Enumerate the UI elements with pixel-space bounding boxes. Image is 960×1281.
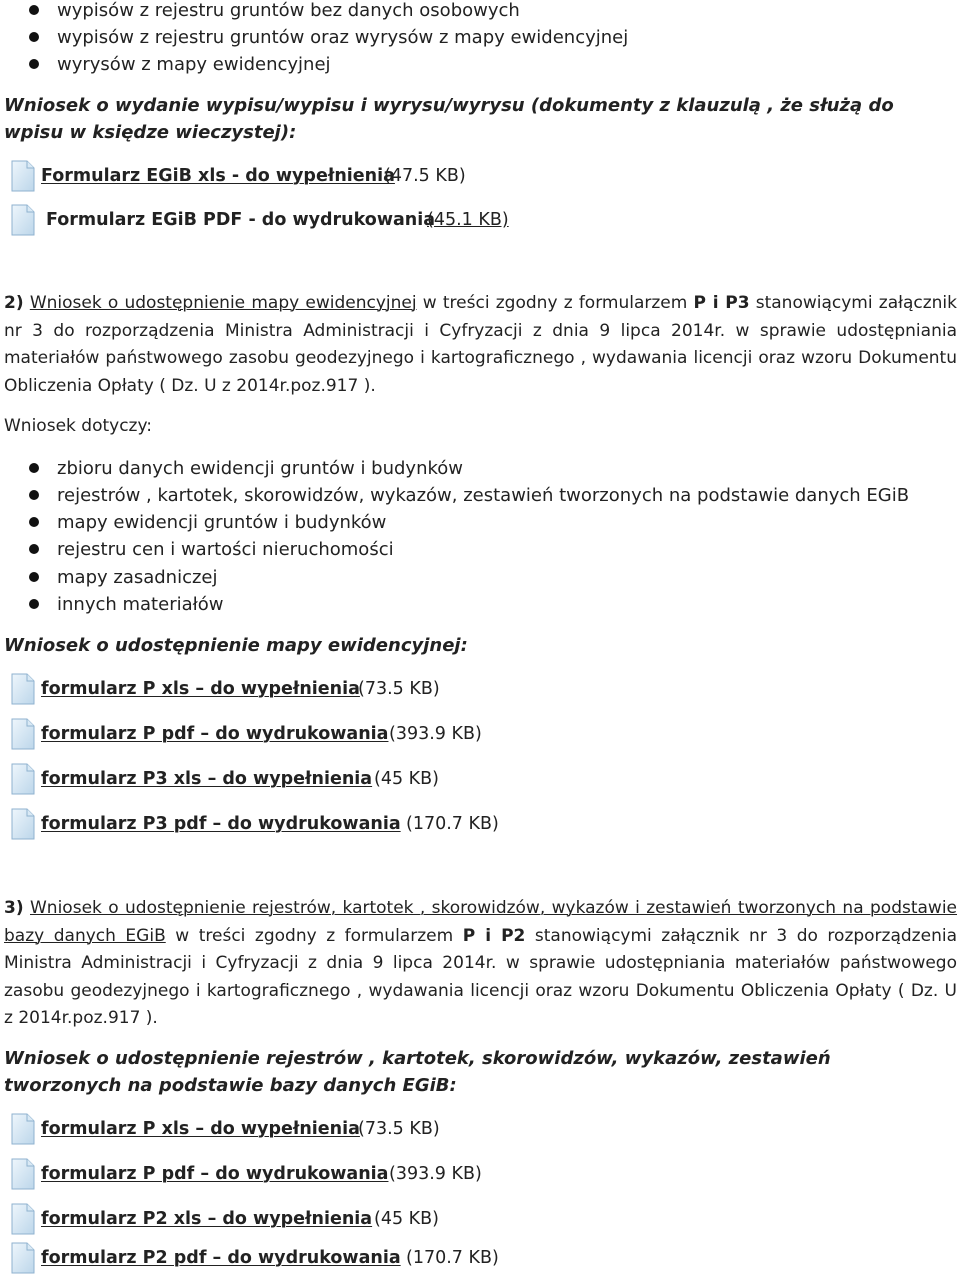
section-paragraph: 3) Wniosek o udostępnienie rejestrów, kartotek , skorowidzów, wykazów i zestawień tworzonych na podstawie bazy danych EGiB w treści zgodny z formularzem P i P2 stanowiącymi załącznik nr 3 do rozporządzenia Ministra Administracji i Cyfryzacji z dnia 9 lipca 2014r. w sprawie udostępniania materiałów państwowego zasobu geodezyjnego i kartograficznego , wydawania licencji oraz wzoru Dokumentu Obliczenia Opłaty ( Dz. U z 2014r.poz.917 ). <box>4 898 958 1028</box>
file-link[interactable]: Formularz EGiB PDF - do wydrukowania <box>46 210 436 230</box>
bullet-icon <box>29 490 39 500</box>
file-size: (45 KB) <box>374 1209 439 1229</box>
file-size: (45.1 KB) <box>427 210 509 230</box>
bullet-icon <box>29 32 39 42</box>
bullet-icon <box>29 517 39 527</box>
file-link[interactable]: formularz P xls – do wypełnienia <box>41 679 360 699</box>
bullet-icon <box>29 599 39 609</box>
document-icon <box>10 808 36 840</box>
request-link[interactable]: Wniosek o udostępnienie mapy ewidencyjnej <box>29 293 417 313</box>
file-link[interactable]: formularz P3 pdf – do wydrukowania <box>41 814 401 834</box>
file-link[interactable]: formularz P xls – do wypełnienia <box>41 1119 360 1139</box>
bullet-icon <box>29 5 39 15</box>
section-heading: Wniosek o udostępnienie mapy ewidencyjnej: <box>4 635 468 656</box>
document-icon <box>10 1203 36 1235</box>
file-size: (47.5 KB) <box>384 166 466 186</box>
document-icon <box>10 763 36 795</box>
file-link[interactable]: formularz P3 xls – do wypełnienia <box>41 769 373 789</box>
form-names: P i P3 <box>693 293 750 313</box>
file-size: (170.7 KB) <box>406 814 499 834</box>
file-link[interactable]: formularz P pdf – do wydrukowania <box>41 1164 389 1184</box>
section-heading: Wniosek o wydanie wypisu/wypisu i wyrysu/wyrysu (dokumenty z klauzulą , że służą do wpisu w księdze wieczystej): <box>4 95 894 143</box>
bullet-icon <box>29 544 39 554</box>
document-icon <box>10 1242 36 1274</box>
document-icon <box>10 160 36 192</box>
bullet-icon <box>29 463 39 473</box>
bullet-icon <box>29 572 39 582</box>
file-size: (170.7 KB) <box>406 1248 499 1268</box>
section-heading: Wniosek o udostępnienie rejestrów , kartotek, skorowidzów, wykazów, zestawień tworzonych na podstawie bazy danych EGiB: <box>4 1048 831 1096</box>
file-size: (393.9 KB) <box>389 1164 482 1184</box>
form-names: P i P2 <box>462 925 526 946</box>
concerns-label: Wniosek dotyczy: <box>4 416 153 436</box>
file-size: (45 KB) <box>374 769 439 789</box>
section-number: 2) <box>4 293 24 313</box>
document-icon <box>10 204 36 236</box>
document-icon <box>10 718 36 750</box>
document-icon <box>10 673 36 705</box>
section-number: 3) <box>4 898 24 918</box>
file-link[interactable]: formularz P2 xls – do wypełnienia <box>41 1209 373 1229</box>
request-link[interactable]: Wniosek o udostępnienie rejestrów, kartotek , skorowidzów, wykazów i zestawień tworzonych na podstawie bazy danych EGiB <box>4 898 958 946</box>
document-icon <box>10 1158 36 1190</box>
file-size: (73.5 KB) <box>358 1119 440 1139</box>
file-size: (393.9 KB) <box>389 724 482 744</box>
file-size: (73.5 KB) <box>358 679 440 699</box>
bullet-icon <box>29 59 39 69</box>
file-link[interactable]: formularz P pdf – do wydrukowania <box>41 724 389 744</box>
document-icon <box>10 1113 36 1145</box>
file-link[interactable]: formularz P2 pdf – do wydrukowania <box>41 1248 401 1268</box>
section-paragraph: 2) Wniosek o udostępnienie mapy ewidencyjnej w treści zgodny z formularzem P i P3 stanowiącymi załącznik nr 3 do rozporządzenia Ministra Administracji i Cyfryzacji z dnia 9 lipca 2014r. w sprawie udostępniania materiałów państwowego zasobu geodezyjnego i kartograficznego , wydawania licencji oraz wzoru Dokumentu Obliczenia Opłaty ( Dz. U z 2014r.poz.917 ). <box>4 293 957 396</box>
file-link[interactable]: Formularz EGiB xls - do wypełnienia <box>41 166 395 186</box>
